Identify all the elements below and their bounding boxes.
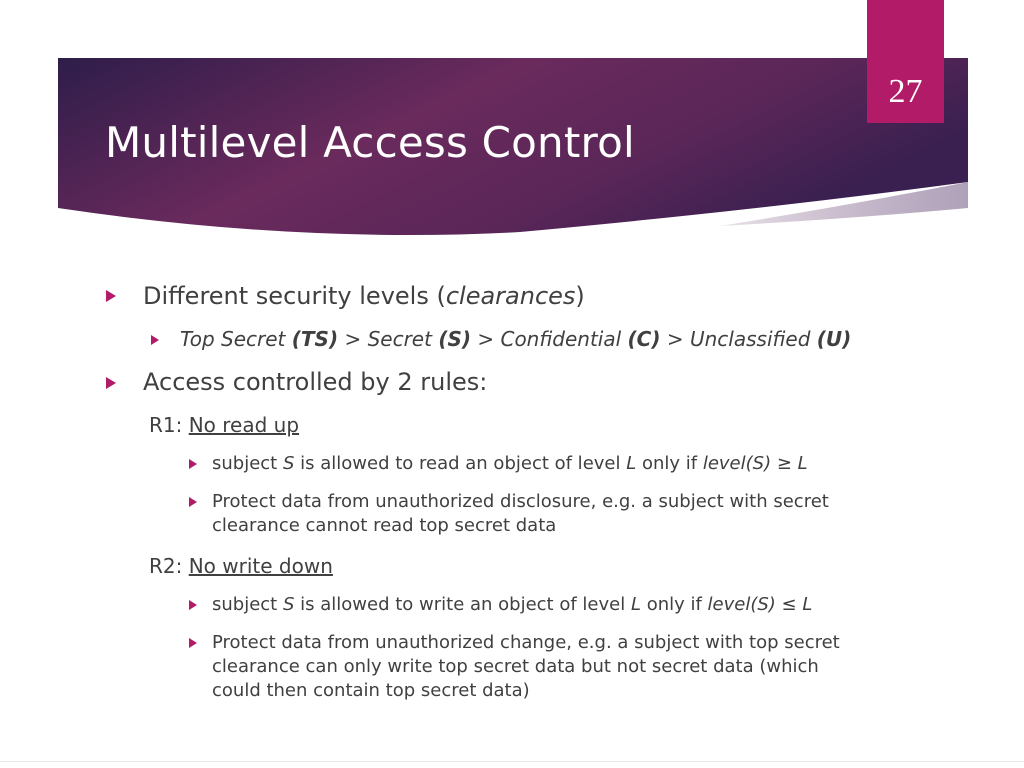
sub-bullet-arrow-icon	[189, 600, 197, 610]
bullet-arrow-icon	[106, 290, 116, 302]
sub-bullet-arrow-icon	[189, 497, 197, 507]
rule-r1-name: No read up	[188, 413, 300, 437]
rule-r1-definition: subject S is allowed to read an object of level L only if level(S) ≥ L	[212, 453, 808, 474]
bullet-access-rules: Access controlled by 2 rules:	[143, 368, 488, 396]
sub-bullet-arrow-icon	[151, 335, 159, 345]
rule-r2-name: No write down	[188, 554, 333, 578]
rule-r1-heading: R1: No read up	[149, 413, 300, 437]
rule-r2-heading: R2: No write down	[149, 554, 333, 578]
bullet-security-levels: Different security levels (clearances)	[143, 282, 585, 310]
sub-bullet-arrow-icon	[189, 638, 197, 648]
rule-r2-definition: subject S is allowed to write an object of level L only if level(S) ≤ L	[212, 594, 813, 615]
footer-divider	[0, 761, 1024, 762]
rule-r1-explanation: Protect data from unauthorized disclosure, e.g. a subject with secret clearance cannot read top secret data	[212, 491, 829, 536]
rule-r2-explanation: Protect data from unauthorized change, e.g. a subject with top secret clearance can only write top secret data but not secret data (which could then contain top secret data)	[212, 632, 840, 701]
sub-bullet-arrow-icon	[189, 459, 197, 469]
bullet-arrow-icon	[106, 377, 116, 389]
security-level-order: Top Secret (TS) > Secret (S) > Confidential (C) > Unclassified (U)	[180, 327, 852, 351]
slide-title: Multilevel Access Control	[105, 118, 635, 167]
slide-number-badge	[867, 0, 944, 123]
slide-number: 27	[888, 73, 923, 110]
